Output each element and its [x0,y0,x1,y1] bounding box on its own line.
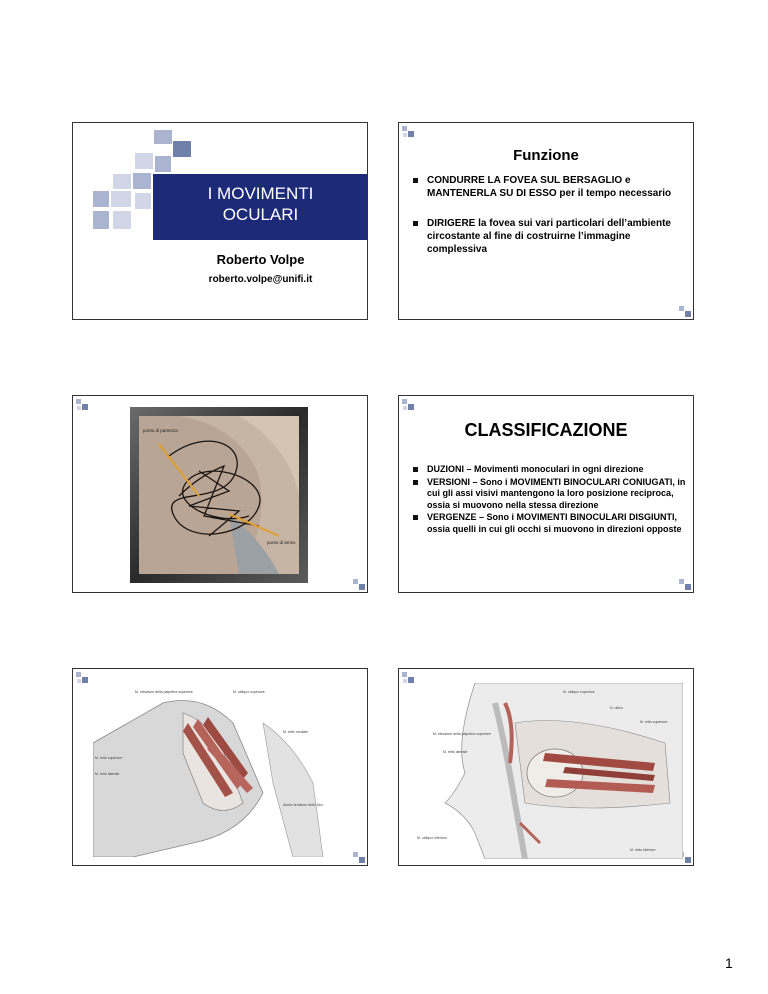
label-muscle: M. retto inferiore [630,848,656,852]
bullet-item: DIRIGERE la fovea sui vari particolari dell’ambiente circostante al fine di costruirne l’immagine complessiva [413,217,691,256]
author-name: Roberto Volpe [216,252,305,267]
bullet-item: VERGENZE – Sono i MOVIMENTI BINOCULARI DISGIUNTI, ossia quelli in cui gli occhi si muovono in direzioni opposte [413,512,689,535]
bullet-item: VERSIONI – Sono i MOVIMENTI BINOCULARI CONIUGATI, in cui gli assi visivi mantengono la loro posizione reciproca, ossia si muovono nella stessa direzione [413,477,689,512]
bullet-item: DUZIONI – Movimenti monoculari in ogni direzione [413,464,689,476]
label-muscle: N. ottico [610,706,623,710]
label-muscle: M. obliquo superiore [563,690,595,694]
slide-eye-scan-image [72,395,368,593]
picture-frame [130,407,308,583]
label-muscle: M. elevatore della palpebra superiore [135,690,193,694]
title-line-1: I MOVIMENTI [207,184,314,203]
slide-orbit-anatomy-top [72,668,368,866]
slide-orbit-anatomy-side [398,668,694,866]
label-start: punto di partenza [143,428,178,433]
page-number: 1 [725,955,733,971]
bullet-item: CONDURRE LA FOVEA SUL BERSAGLIO e MANTENERLA SU DI ESSO per il tempo necessario [413,174,691,200]
label-muscle: M. elevatore della palpebra superiore [433,732,491,736]
label-end: punto di arrivo [267,540,296,545]
label-muscle: M. retto laterale [443,750,468,754]
slide-title: CLASSIFICAZIONE [464,420,628,440]
face-scanpath-image [139,416,299,574]
label-muscle: Anello tendineo dello Zinn [283,803,324,807]
label-muscle: M. retto laterale [95,772,120,776]
label-muscle: M. obliquo superiore [233,690,265,694]
label-muscle: M. retto mediale [283,730,309,734]
title-line-2: OCULARI [222,205,299,224]
slide-funzione [398,122,694,320]
bullet-list [413,174,691,273]
side-orbit-illustration [415,683,683,859]
bullet-list [413,464,689,536]
presentation-title [153,183,368,225]
label-muscle: M. retto superiore [640,720,668,724]
slide-classificazione [398,395,694,593]
label-muscle: M. obliquo inferiore [417,836,447,840]
slide-title: Funzione [513,147,579,164]
slide-title-page [72,122,368,320]
orbit-muscles-illustration [93,683,353,857]
label-muscle: M. retto superiore [95,756,123,760]
author-email: roberto.volpe@unifi.it [208,274,313,285]
